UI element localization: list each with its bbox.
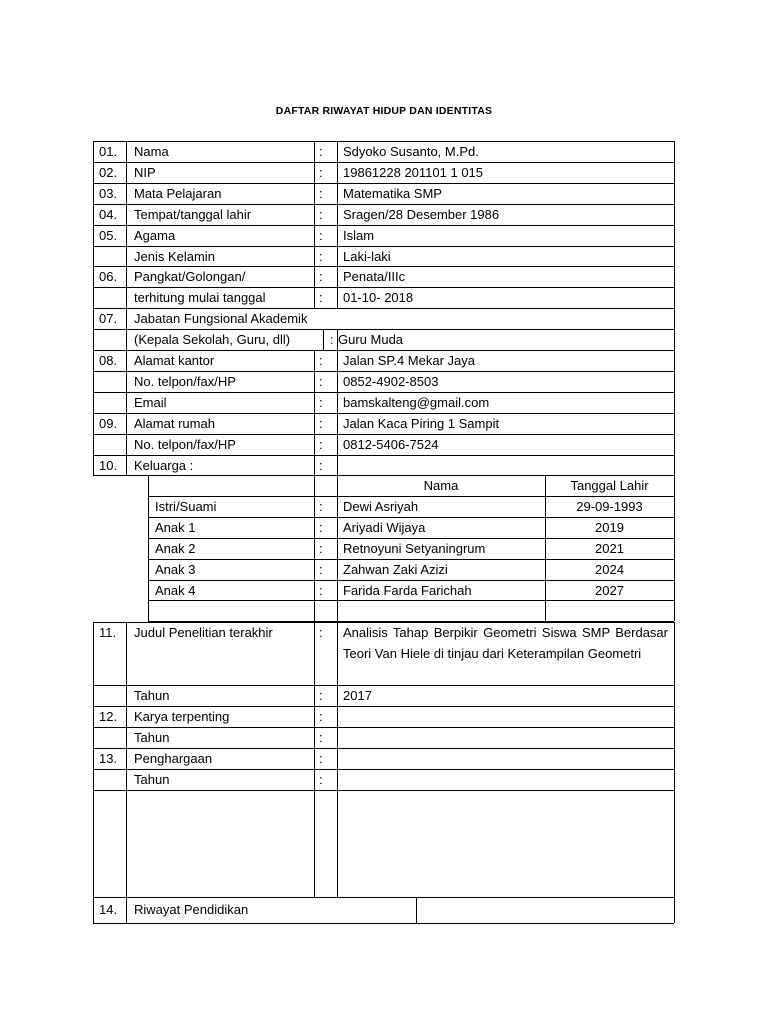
grid-line: [93, 727, 674, 728]
family-colon: :: [319, 499, 323, 514]
row-colon: :: [319, 207, 323, 222]
row-value: Laki-laki: [343, 249, 391, 264]
row-number: 02.: [99, 165, 118, 180]
grid-line: [148, 538, 674, 539]
grid-line: [93, 329, 674, 330]
row-value: 0812-5406-7524: [343, 437, 439, 452]
row-number: 03.: [99, 186, 118, 201]
row-label: Mata Pelajaran: [134, 186, 222, 201]
grid-line: [314, 350, 315, 475]
row-number: 14.: [99, 902, 118, 917]
row-colon: :: [319, 269, 323, 284]
row-value: Jalan SP.4 Mekar Jaya: [343, 353, 475, 368]
family-name: Zahwan Zaki Azizi: [343, 562, 448, 577]
row-label: (Kepala Sekolah, Guru, dll): [134, 332, 291, 347]
row-number: 11.: [99, 625, 117, 640]
grid-line: [93, 162, 674, 163]
grid-line: [416, 897, 417, 923]
grid-line: [674, 622, 675, 897]
grid-line: [126, 622, 127, 897]
grid-line: [93, 183, 674, 184]
row-label: terhitung mulai tanggal: [134, 290, 266, 305]
grid-line: [93, 308, 674, 309]
grid-line: [93, 622, 94, 897]
family-colon: :: [319, 583, 323, 598]
row-number: 10.: [99, 458, 118, 473]
family-date: 2019: [595, 520, 624, 535]
grid-line: [93, 392, 674, 393]
row-label: Tahun: [134, 772, 170, 787]
family-relation: Anak 2: [155, 541, 196, 556]
row-value: Matematika SMP: [343, 186, 442, 201]
row-label: No. telpon/fax/HP: [134, 374, 236, 389]
row-value: Sdyoko Susanto, M.Pd.: [343, 144, 479, 159]
row-label: Pangkat/Golongan/: [134, 269, 246, 284]
row-label: Tahun: [134, 688, 170, 703]
grid-line: [93, 350, 674, 351]
grid-line: [93, 371, 674, 372]
grid-line: [93, 897, 674, 898]
row-number: 01.: [99, 144, 118, 159]
row-number: 12.: [99, 709, 118, 724]
row-value: Penata/IIIc: [343, 269, 406, 284]
grid-line: [148, 475, 149, 621]
grid-line: [93, 141, 94, 475]
grid-line: [148, 559, 674, 560]
grid-line: [126, 141, 127, 475]
row-colon: :: [319, 625, 323, 640]
family-colon: :: [319, 562, 323, 577]
row-number: 05.: [99, 228, 118, 243]
row-label: Email: [134, 395, 167, 410]
family-name: Ariyadi Wijaya: [343, 520, 426, 535]
row-label: Alamat kantor: [134, 353, 215, 368]
family-relation: Anak 1: [155, 520, 196, 535]
row-label: No. telpon/fax/HP: [134, 437, 236, 452]
row-colon: :: [319, 751, 323, 766]
document-title: DAFTAR RIWAYAT HIDUP DAN IDENTITAS: [275, 105, 493, 117]
row-colon: :: [319, 353, 323, 368]
grid-line: [93, 748, 674, 749]
row-label: Agama: [134, 228, 176, 243]
row-colon: :: [319, 249, 323, 264]
research-title-value: Analisis Tahap Berpikir Geometri Siswa SMP Berdasar Teori Van Hiele di tinjau dari Keterampilan Geometri: [343, 625, 668, 661]
row-colon: :: [319, 228, 323, 243]
grid-line: [93, 706, 674, 707]
grid-line: [93, 475, 674, 476]
family-date: 2021: [595, 541, 624, 556]
row-label: Penghargaan: [134, 751, 213, 766]
row-colon: :: [319, 730, 323, 745]
grid-line: [93, 769, 674, 770]
family-date: 2027: [595, 583, 624, 598]
row-label: Nama: [134, 144, 169, 159]
row-colon: :: [319, 186, 323, 201]
grid-line: [93, 225, 674, 226]
grid-line: [337, 475, 338, 621]
grid-line: [93, 685, 674, 686]
row-label: NIP: [134, 165, 156, 180]
row-label: Tempat/tanggal lahir: [134, 207, 252, 222]
grid-line: [148, 600, 674, 601]
family-name: Dewi Asriyah: [343, 499, 419, 514]
row-label: Jenis Kelamin: [134, 249, 215, 264]
grid-line: [93, 897, 94, 923]
row-value: Islam: [343, 228, 375, 243]
row-value: Jalan Kaca Piring 1 Sampit: [343, 416, 500, 431]
family-relation: Istri/Suami: [155, 499, 217, 514]
row-colon: :: [319, 772, 323, 787]
grid-line: [93, 413, 674, 414]
family-date: 2024: [595, 562, 624, 577]
row-label: Tahun: [134, 730, 170, 745]
row-number: 07.: [99, 311, 118, 326]
row-value: 0852-4902-8503: [343, 374, 439, 389]
row-value: Sragen/28 Desember 1986: [343, 207, 500, 222]
row-value: bamskalteng@gmail.com: [343, 395, 490, 410]
row-colon: :: [319, 290, 323, 305]
row-colon: :: [319, 437, 323, 452]
grid-line: [93, 141, 674, 142]
row-number: 08.: [99, 353, 118, 368]
family-colon: :: [319, 520, 323, 535]
row-number: 09.: [99, 416, 118, 431]
row-value: 01-10- 2018: [343, 290, 414, 305]
family-header-date: Tanggal Lahir: [570, 478, 649, 493]
grid-line: [93, 204, 674, 205]
row-label: Alamat rumah: [134, 416, 215, 431]
row-colon: :: [319, 395, 323, 410]
row-colon: :: [319, 144, 323, 159]
grid-line: [93, 246, 674, 247]
row-number: 04.: [99, 207, 118, 222]
row-value: 2017: [343, 688, 372, 703]
family-relation: Anak 3: [155, 562, 196, 577]
family-header-name: Nama: [423, 478, 459, 493]
grid-line: [93, 266, 674, 267]
grid-line: [337, 350, 338, 475]
grid-line: [314, 141, 315, 308]
row-number: 13.: [99, 751, 118, 766]
grid-line: [674, 475, 675, 621]
row-colon: :: [319, 458, 323, 473]
row-label: Jabatan Fungsional Akademik: [134, 311, 308, 326]
grid-line: [93, 923, 674, 924]
row-label: Keluarga :: [134, 458, 194, 473]
family-date: 29-09-1993: [576, 499, 643, 514]
family-relation: Anak 4: [155, 583, 196, 598]
row-colon: :: [319, 688, 323, 703]
grid-line: [337, 141, 338, 308]
family-colon: :: [319, 541, 323, 556]
grid-line: [93, 434, 674, 435]
grid-line: [93, 287, 674, 288]
grid-line: [674, 141, 675, 475]
grid-line: [93, 455, 674, 456]
row-number: 06.: [99, 269, 118, 284]
grid-line: [148, 580, 674, 581]
row-colon: :: [330, 332, 334, 347]
row-label: Karya terpenting: [134, 709, 230, 724]
row-colon: :: [319, 165, 323, 180]
grid-line: [337, 622, 338, 897]
row-colon: :: [319, 709, 323, 724]
row-value: Guru Muda: [338, 332, 404, 347]
grid-line: [314, 622, 315, 897]
row-label: Judul Penelitian terakhir: [134, 625, 273, 640]
grid-line: [314, 475, 315, 621]
grid-line: [148, 496, 674, 497]
family-name: Retnoyuni Setyaningrum: [343, 541, 486, 556]
grid-line: [674, 897, 675, 923]
row-label: Riwayat Pendidikan: [134, 902, 249, 917]
grid-line: [323, 329, 324, 350]
family-name: Farida Farda Farichah: [343, 583, 472, 598]
grid-line: [93, 790, 674, 791]
row-colon: :: [319, 416, 323, 431]
row-value: 19861228 201101 1 015: [343, 165, 484, 180]
row-colon: :: [319, 374, 323, 389]
grid-line: [148, 517, 674, 518]
grid-line: [126, 897, 127, 923]
